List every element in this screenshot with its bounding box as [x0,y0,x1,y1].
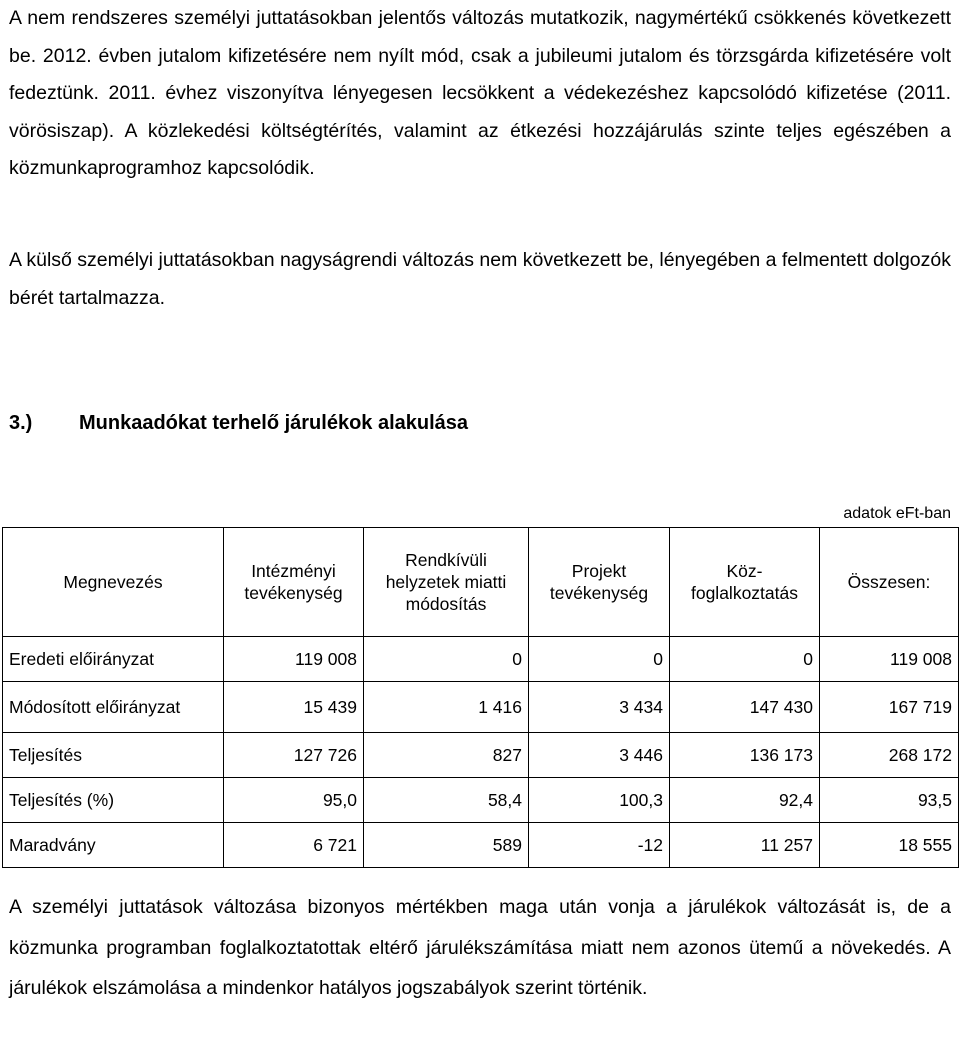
row-label: Maradvány [3,823,224,868]
section-heading [9,412,468,435]
table-cell: 93,5 [820,778,959,823]
row-label: Teljesítés [3,733,224,778]
table-row [3,778,959,823]
table-cell: 827 [364,733,529,778]
table-cell: 15 439 [224,682,364,733]
table-cell: 268 172 [820,733,959,778]
table-cell: 1 416 [364,682,529,733]
table-cell: 6 721 [224,823,364,868]
intro-paragraph-1: A nem rendszeres személyi juttatásokban jelentős változás mutatkozik, nagymértékű csökkenés következett be. 2012. évben jutalom kifizetésére nem nyílt mód, csak a jubileumi jutalom és törzsgárda kifizetésére volt fedeztünk. 2011. évhez viszonyítva lényegesen lecsökkent a védekezéshez kapcsolódó kifizetése (2011. vörösiszap). A közlekedési költségtérítés, valamint az étkezési hozzájárulás szinte teljes egészében a közmunkaprogramhoz kapcsolódik. [9,7,951,179]
table-cell: 3 446 [529,733,670,778]
header-project: Projekt tevékenység [529,528,670,637]
table-cell: 0 [364,637,529,682]
row-label: Módosított előirányzat [3,682,224,733]
table-cell: 95,0 [224,778,364,823]
table-cell: -12 [529,823,670,868]
intro-paragraph-2: A külső személyi juttatásokban nagyságrendi változás nem következett be, lényegében a felmentett dolgozók bérét tartalmazza. [9,249,951,309]
row-label: Teljesítés (%) [3,778,224,823]
header-public-work: Köz-foglalkoztatás [670,528,820,637]
table-cell: 119 008 [224,637,364,682]
table-header-row [3,528,959,637]
closing-paragraph: A személyi juttatások változása bizonyos mértékben maga után vonja a járulékok változását is, de a közmunka programban foglalkoztatottak eltérő járulékszámítása miatt nem azonos ütemű a növekedés. A járulékok elszámolása a mindenkor hatályos jogszabályok szerint történik. [9,896,951,999]
table-cell: 92,4 [670,778,820,823]
header-name: Megnevezés [3,528,224,637]
table-cell: 3 434 [529,682,670,733]
section-title: Munkaadókat terhelő járulékok alakulása [79,412,469,434]
header-total: Összesen: [820,528,959,637]
table-cell: 18 555 [820,823,959,868]
row-label: Eredeti előirányzat [3,637,224,682]
table-cell: 0 [529,637,670,682]
table-cell: 136 173 [670,733,820,778]
header-emergency: Rendkívüli helyzetek miatti módosítás [364,528,529,637]
table-cell: 58,4 [364,778,529,823]
table-row [3,733,959,778]
table-cell: 119 008 [820,637,959,682]
table-cell: 127 726 [224,733,364,778]
table-cell: 0 [670,637,820,682]
table-row [3,823,959,868]
table-cell: 589 [364,823,529,868]
table-row [3,637,959,682]
header-institutional: Intézményi tevékenység [224,528,364,637]
unit-note: adatok eFt-ban [843,505,951,522]
table-cell: 100,3 [529,778,670,823]
table-row [3,682,959,733]
table-cell: 167 719 [820,682,959,733]
table-cell: 147 430 [670,682,820,733]
section-number: 3.) [9,412,33,434]
table-cell: 11 257 [670,823,820,868]
contributions-table [2,527,959,868]
